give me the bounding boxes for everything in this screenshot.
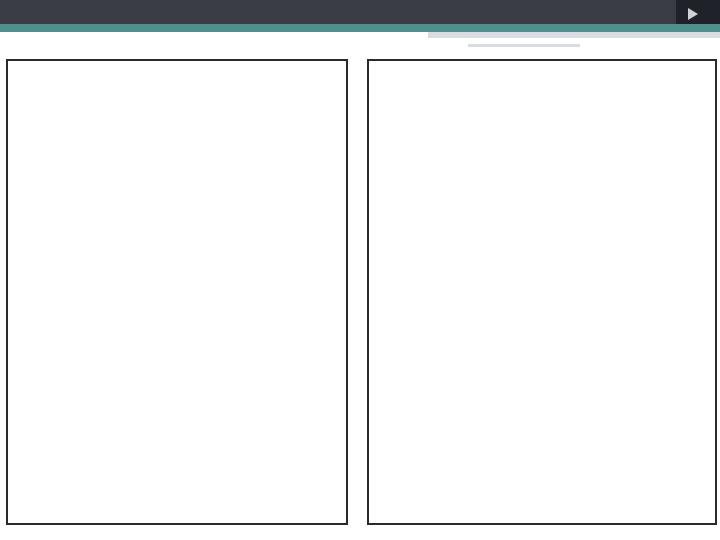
title-bar [0, 0, 720, 24]
right-quantities-panel [367, 59, 717, 525]
light-stripe [428, 32, 720, 38]
corner-arrow-icon [688, 8, 698, 20]
light-stripe-small [468, 44, 580, 47]
title-bar-dark-block [676, 0, 720, 24]
accent-stripe [0, 24, 720, 32]
left-abbreviations-panel [6, 59, 348, 525]
